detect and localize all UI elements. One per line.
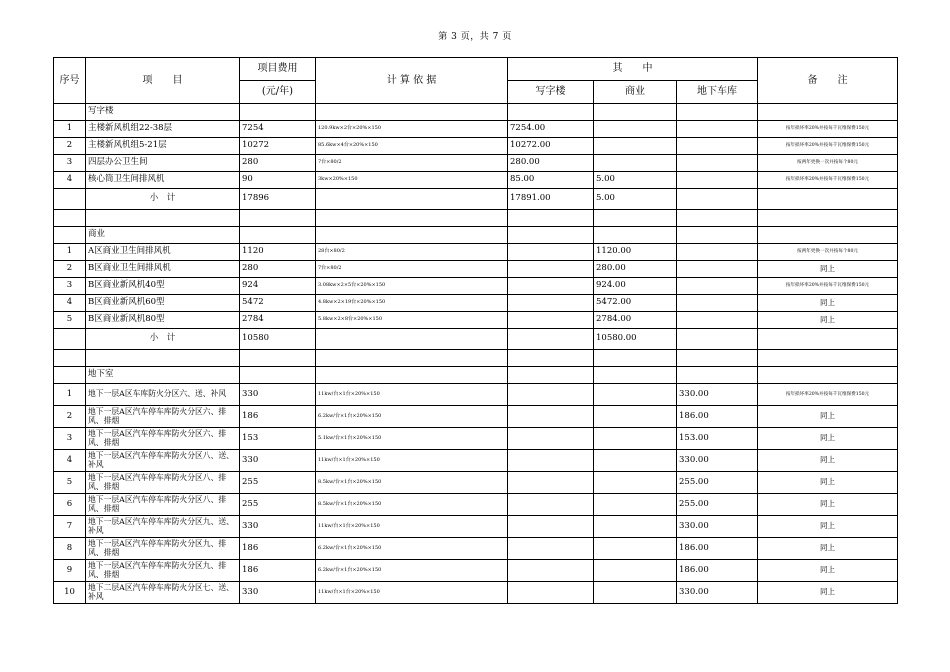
row-office xyxy=(508,538,594,560)
row-garage: 330.00 xyxy=(677,516,758,538)
row-cost: 255 xyxy=(240,494,316,516)
row-seq: 3 xyxy=(54,428,86,450)
subtotal-cost: 10580 xyxy=(240,329,316,350)
empty-cell xyxy=(316,210,508,227)
empty-cell xyxy=(508,350,594,367)
empty-cell xyxy=(508,210,594,227)
row-office xyxy=(508,278,594,295)
empty-cell xyxy=(54,367,86,384)
section-title-row xyxy=(54,367,898,384)
row-remark: 同上 xyxy=(758,516,898,538)
row-garage xyxy=(677,138,758,155)
row-remark: 按年损坏率20%并按每千瓦维保费150元 xyxy=(758,278,898,295)
row-cost: 255 xyxy=(240,472,316,494)
header-item: 项 目 xyxy=(86,58,240,104)
empty-cell xyxy=(240,227,316,244)
row-item: A区商业卫生间排风机 xyxy=(86,244,240,261)
row-office xyxy=(508,516,594,538)
row-basis: 5.1kw/台×1台×20%×150 xyxy=(316,428,508,450)
empty-cell xyxy=(594,210,677,227)
row-office xyxy=(508,472,594,494)
row-office: 85.00 xyxy=(508,172,594,189)
row-seq: 2 xyxy=(54,406,86,428)
spacer-row xyxy=(54,210,898,227)
row-garage xyxy=(677,312,758,329)
row-item: 地下一层A区汽车停车库防火分区九、送、补风 xyxy=(86,516,240,538)
row-item: 地下一层A区汽车停车库防火分区九、排风、排烟 xyxy=(86,538,240,560)
subtotal-label: 小 计 xyxy=(86,189,240,210)
row-office: 7254.00 xyxy=(508,121,594,138)
empty-cell xyxy=(508,227,594,244)
row-cost: 186 xyxy=(240,406,316,428)
row-remark: 同上 xyxy=(758,295,898,312)
row-commerce xyxy=(594,516,677,538)
row-cost: 280 xyxy=(240,261,316,278)
empty-cell xyxy=(86,210,240,227)
row-seq: 5 xyxy=(54,472,86,494)
row-seq: 3 xyxy=(54,278,86,295)
row-commerce xyxy=(594,121,677,138)
row-seq: 10 xyxy=(54,582,86,604)
section-title-row xyxy=(54,104,898,121)
row-cost: 330 xyxy=(240,582,316,604)
row-garage: 255.00 xyxy=(677,472,758,494)
row-cost: 924 xyxy=(240,278,316,295)
row-item: 四层办公卫生间 xyxy=(86,155,240,172)
header-garage: 地下车库 xyxy=(677,81,758,104)
subtotal-row xyxy=(54,329,898,350)
row-commerce xyxy=(594,138,677,155)
row-seq: 2 xyxy=(54,138,86,155)
row-item: 主楼新风机组22-38层 xyxy=(86,121,240,138)
section-title: 商业 xyxy=(86,227,240,244)
row-remark: 按年损坏率20%并按每千瓦维保费150元 xyxy=(758,121,898,138)
row-seq: 1 xyxy=(54,384,86,406)
row-remark: 按两年更换一次并按每个80元 xyxy=(758,155,898,172)
header-commerce: 商业 xyxy=(594,81,677,104)
row-remark: 同上 xyxy=(758,261,898,278)
row-commerce xyxy=(594,560,677,582)
row-commerce xyxy=(594,472,677,494)
section-title-row xyxy=(54,227,898,244)
row-garage xyxy=(677,155,758,172)
subtotal-garage xyxy=(677,329,758,350)
header-cost-unit: (元/年) xyxy=(240,81,316,104)
empty-cell xyxy=(54,189,86,210)
empty-cell xyxy=(758,189,898,210)
row-item: B区商业新风机60型 xyxy=(86,295,240,312)
row-cost: 5472 xyxy=(240,295,316,312)
row-seq: 1 xyxy=(54,244,86,261)
row-remark: 按年损坏率20%并按每千瓦维保费150元 xyxy=(758,384,898,406)
empty-cell xyxy=(86,350,240,367)
row-commerce xyxy=(594,582,677,604)
subtotal-office xyxy=(508,329,594,350)
empty-cell xyxy=(54,350,86,367)
row-cost: 330 xyxy=(240,450,316,472)
row-seq: 7 xyxy=(54,516,86,538)
row-basis: 4.8kw×2×19台×20%×150 xyxy=(316,295,508,312)
empty-cell xyxy=(54,329,86,350)
empty-cell xyxy=(316,104,508,121)
row-seq: 4 xyxy=(54,450,86,472)
empty-cell xyxy=(316,329,508,350)
empty-cell xyxy=(758,350,898,367)
row-office xyxy=(508,560,594,582)
row-cost: 2784 xyxy=(240,312,316,329)
row-seq: 6 xyxy=(54,494,86,516)
empty-cell xyxy=(240,210,316,227)
row-garage xyxy=(677,172,758,189)
row-remark: 按两年更换一次并按每个80元 xyxy=(758,244,898,261)
row-remark: 同上 xyxy=(758,428,898,450)
row-basis: 6.2kw/台×1台×20%×150 xyxy=(316,538,508,560)
row-garage xyxy=(677,278,758,295)
subtotal-commerce: 10580.00 xyxy=(594,329,677,350)
table-row xyxy=(54,172,898,189)
subtotal-office: 17891.00 xyxy=(508,189,594,210)
row-basis: 11kw/台×1台×20%×150 xyxy=(316,384,508,406)
empty-cell xyxy=(240,367,316,384)
row-basis: 8.5kw/台×1台×20%×150 xyxy=(316,472,508,494)
row-cost: 7254 xyxy=(240,121,316,138)
empty-cell xyxy=(316,367,508,384)
row-cost: 186 xyxy=(240,560,316,582)
row-basis: 3.08kw×2×5台×20%×150 xyxy=(316,278,508,295)
row-garage xyxy=(677,295,758,312)
table-row xyxy=(54,428,898,450)
empty-cell xyxy=(508,104,594,121)
row-cost: 330 xyxy=(240,516,316,538)
row-commerce xyxy=(594,428,677,450)
table-row xyxy=(54,138,898,155)
header-seq: 序号 xyxy=(54,58,86,104)
row-office xyxy=(508,450,594,472)
empty-cell xyxy=(54,210,86,227)
row-commerce: 924.00 xyxy=(594,278,677,295)
row-cost: 186 xyxy=(240,538,316,560)
header-office: 写字楼 xyxy=(508,81,594,104)
row-commerce xyxy=(594,494,677,516)
table-row xyxy=(54,450,898,472)
cost-table xyxy=(53,57,898,604)
empty-cell xyxy=(758,367,898,384)
row-seq: 4 xyxy=(54,172,86,189)
subtotal-cost: 17896 xyxy=(240,189,316,210)
row-office xyxy=(508,295,594,312)
section-title: 地下室 xyxy=(86,367,240,384)
empty-cell xyxy=(677,227,758,244)
table-row xyxy=(54,494,898,516)
empty-cell xyxy=(316,350,508,367)
row-office xyxy=(508,406,594,428)
table-row xyxy=(54,472,898,494)
row-basis: 5.8kw×2×8台×20%×150 xyxy=(316,312,508,329)
row-commerce: 280.00 xyxy=(594,261,677,278)
table-row xyxy=(54,538,898,560)
row-garage: 186.00 xyxy=(677,406,758,428)
empty-cell xyxy=(594,350,677,367)
row-garage: 330.00 xyxy=(677,450,758,472)
table-row xyxy=(54,155,898,172)
empty-cell xyxy=(594,104,677,121)
row-commerce: 1120.00 xyxy=(594,244,677,261)
empty-cell xyxy=(240,350,316,367)
row-office xyxy=(508,312,594,329)
row-seq: 1 xyxy=(54,121,86,138)
empty-cell xyxy=(677,350,758,367)
row-garage: 186.00 xyxy=(677,560,758,582)
row-item: 主楼新风机组5-21层 xyxy=(86,138,240,155)
empty-cell xyxy=(54,227,86,244)
row-cost: 90 xyxy=(240,172,316,189)
empty-cell xyxy=(677,210,758,227)
empty-cell xyxy=(316,227,508,244)
row-remark: 同上 xyxy=(758,560,898,582)
row-seq: 8 xyxy=(54,538,86,560)
table-row xyxy=(54,406,898,428)
row-basis: 7台×80/2 xyxy=(316,155,508,172)
row-item: 核心筒卫生间排风机 xyxy=(86,172,240,189)
row-office: 280.00 xyxy=(508,155,594,172)
table-row xyxy=(54,121,898,138)
row-commerce xyxy=(594,538,677,560)
table-row xyxy=(54,516,898,538)
row-office xyxy=(508,428,594,450)
row-office xyxy=(508,261,594,278)
row-seq: 3 xyxy=(54,155,86,172)
subtotal-commerce: 5.00 xyxy=(594,189,677,210)
empty-cell xyxy=(594,227,677,244)
row-garage xyxy=(677,121,758,138)
header-cost: 项目费用 xyxy=(240,58,316,81)
row-basis: 11kw/台×1台×20%×150 xyxy=(316,450,508,472)
row-office xyxy=(508,244,594,261)
row-commerce xyxy=(594,384,677,406)
row-office xyxy=(508,582,594,604)
row-item: 地下一层A区汽车停车库防火分区六、排风、排烟 xyxy=(86,406,240,428)
row-basis: 6.2kw/台×1台×20%×150 xyxy=(316,560,508,582)
subtotal-garage xyxy=(677,189,758,210)
row-basis: 8.5kw/台×1台×20%×150 xyxy=(316,494,508,516)
row-seq: 4 xyxy=(54,295,86,312)
row-item: 地下一层A区汽车停车库防火分区八、排风、排烟 xyxy=(86,472,240,494)
spacer-row xyxy=(54,350,898,367)
row-remark: 同上 xyxy=(758,312,898,329)
empty-cell xyxy=(758,104,898,121)
table-row xyxy=(54,582,898,604)
row-commerce: 5472.00 xyxy=(594,295,677,312)
row-garage: 330.00 xyxy=(677,582,758,604)
row-remark: 按年损坏率20%并按每千瓦维保费150元 xyxy=(758,172,898,189)
empty-cell xyxy=(758,227,898,244)
table-row xyxy=(54,560,898,582)
empty-cell xyxy=(758,329,898,350)
row-basis: 11kw/台×1台×20%×150 xyxy=(316,516,508,538)
page-header: 第 3 页，共 7 页 xyxy=(438,32,512,42)
row-remark: 同上 xyxy=(758,582,898,604)
row-item: 地下一层A区汽车停车库防火分区六、排风、排烟 xyxy=(86,428,240,450)
row-item: B区商业新风机40型 xyxy=(86,278,240,295)
row-basis: 120.9kw×2台×20%×150 xyxy=(316,121,508,138)
empty-cell xyxy=(594,367,677,384)
row-basis: 6.2kw/台×1台×20%×150 xyxy=(316,406,508,428)
row-cost: 10272 xyxy=(240,138,316,155)
row-commerce: 5.00 xyxy=(594,172,677,189)
row-commerce: 2784.00 xyxy=(594,312,677,329)
table-row xyxy=(54,244,898,261)
row-garage xyxy=(677,261,758,278)
header-basis: 计 算 依 据 xyxy=(316,58,508,104)
row-office xyxy=(508,384,594,406)
row-remark: 同上 xyxy=(758,538,898,560)
row-basis: 11kw/台×1台×20%×150 xyxy=(316,582,508,604)
row-seq: 2 xyxy=(54,261,86,278)
header-among: 其 中 xyxy=(508,58,758,81)
row-item: 地下一层A区汽车停车库防火分区八、排风、排烟 xyxy=(86,494,240,516)
row-remark: 同上 xyxy=(758,406,898,428)
row-item: 地下一层A区汽车停车库防火分区八、送、补风 xyxy=(86,450,240,472)
row-commerce xyxy=(594,450,677,472)
row-commerce xyxy=(594,406,677,428)
empty-cell xyxy=(316,189,508,210)
row-garage: 330.00 xyxy=(677,384,758,406)
row-basis: 28台×80/2 xyxy=(316,244,508,261)
header-remark: 备 注 xyxy=(758,58,898,104)
row-cost: 1120 xyxy=(240,244,316,261)
table-row xyxy=(54,295,898,312)
row-remark: 按年损坏率20%并按每千瓦维保费150元 xyxy=(758,138,898,155)
empty-cell xyxy=(677,104,758,121)
row-garage: 255.00 xyxy=(677,494,758,516)
section-title: 写字楼 xyxy=(86,104,240,121)
row-basis: 7台×80/2 xyxy=(316,261,508,278)
row-office xyxy=(508,494,594,516)
row-basis: 85.6kw×4台×20%×150 xyxy=(316,138,508,155)
empty-cell xyxy=(240,104,316,121)
table-row xyxy=(54,261,898,278)
row-item: 地下二层A区汽车停车库防火分区七、送、补风 xyxy=(86,582,240,604)
empty-cell xyxy=(758,210,898,227)
row-garage: 186.00 xyxy=(677,538,758,560)
row-cost: 153 xyxy=(240,428,316,450)
row-garage: 153.00 xyxy=(677,428,758,450)
row-remark: 同上 xyxy=(758,472,898,494)
row-seq: 5 xyxy=(54,312,86,329)
row-cost: 330 xyxy=(240,384,316,406)
row-office: 10272.00 xyxy=(508,138,594,155)
row-item: B区商业卫生间排风机 xyxy=(86,261,240,278)
empty-cell xyxy=(508,367,594,384)
row-item: B区商业新风机80型 xyxy=(86,312,240,329)
table-row xyxy=(54,312,898,329)
table-row xyxy=(54,384,898,406)
row-item: 地下一层A区车库防火分区六、送、补风 xyxy=(86,384,240,406)
row-commerce xyxy=(594,155,677,172)
row-item: 地下一层A区汽车停车库防火分区九、排风、排烟 xyxy=(86,560,240,582)
row-basis: 3kw×20%×150 xyxy=(316,172,508,189)
row-remark: 同上 xyxy=(758,450,898,472)
empty-cell xyxy=(677,367,758,384)
row-garage xyxy=(677,244,758,261)
subtotal-row xyxy=(54,189,898,210)
empty-cell xyxy=(54,104,86,121)
subtotal-label: 小 计 xyxy=(86,329,240,350)
row-remark: 同上 xyxy=(758,494,898,516)
row-seq: 9 xyxy=(54,560,86,582)
row-cost: 280 xyxy=(240,155,316,172)
table-row xyxy=(54,278,898,295)
